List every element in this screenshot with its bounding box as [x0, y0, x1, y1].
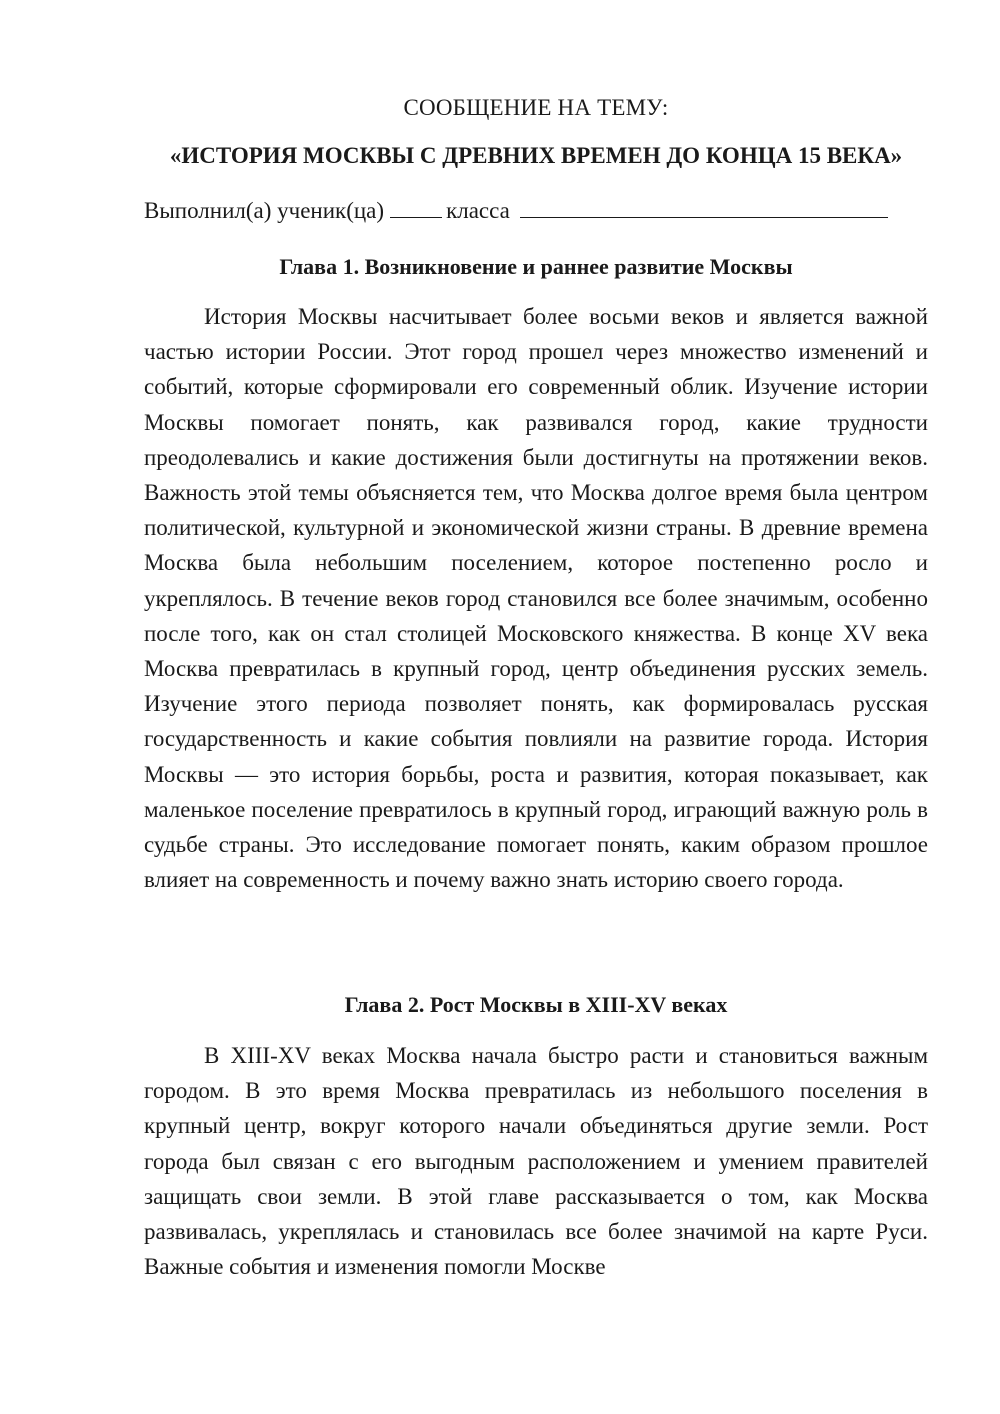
- author-line: [144, 195, 928, 227]
- author-prefix: Выполнил(а) ученик(ца): [144, 198, 385, 223]
- chapter-2-paragraph: В XIII-XV веках Москва начала быстро расти и становиться важным городом. В это время Москва превратилась из небольшого поселения в крупный центр, вокруг которого начали объединяться другие земли. Рост города был связан с его выгодным расположением и умением правителей защищать свои земли. В этой главе рассказывается о том, как Москва развивалась, укреплялась и становилась все более значимой на карте Руси. Важные события и изменения помогли Москве: [144, 1043, 928, 1280]
- report-topic-title: «ИСТОРИЯ МОСКВЫ С ДРЕВНИХ ВРЕМЕН ДО КОНЦА 15 ВЕКА»: [169, 143, 903, 168]
- student-name-blank: [520, 199, 888, 218]
- chapter-1-paragraph: История Москвы насчитывает более восьми веков и является важной частью истории России. Этот город прошел через множество изменений и событий, которые сформировали его современный облик. Изучение истории Москвы помогает понять, как развивался город, какие трудности преодолевались и какие достижения были достигнуты на протяжении веков. Важность этой темы объясняется тем, что Москва долгое время была центром политической, культурной и экономической жизни страны. В древние времена Москва была небольшим поселением, которое постепенно росло и укреплялось. В течение веков город становился все более значимым, особенно после того, как он стал столицей Московского княжества. В конце XV века Москва превратилась в крупный город, центр объединения русских земель. Изучение этого периода позволяет понять, как формировалась русская государственность и какие события повлияли на развитие города. История Москвы — это история борьбы, роста и развития, которая показывает, как маленькое поселение превратилось в крупный город, играющий важную роль в судьбе страны. Это исследование помогает понять, каким образом прошлое влияет на современность и почему важно знать историю своего города.: [144, 304, 928, 893]
- class-number-blank: [390, 199, 442, 218]
- report-title-label: СООБЩЕНИЕ НА ТЕМУ:: [403, 95, 669, 120]
- class-label: класса: [446, 198, 510, 223]
- chapter-1-heading: Глава 1. Возникновение и раннее развитие Москвы: [279, 254, 793, 279]
- chapter-2-heading: Глава 2. Рост Москвы в XIII-XV веках: [344, 992, 728, 1017]
